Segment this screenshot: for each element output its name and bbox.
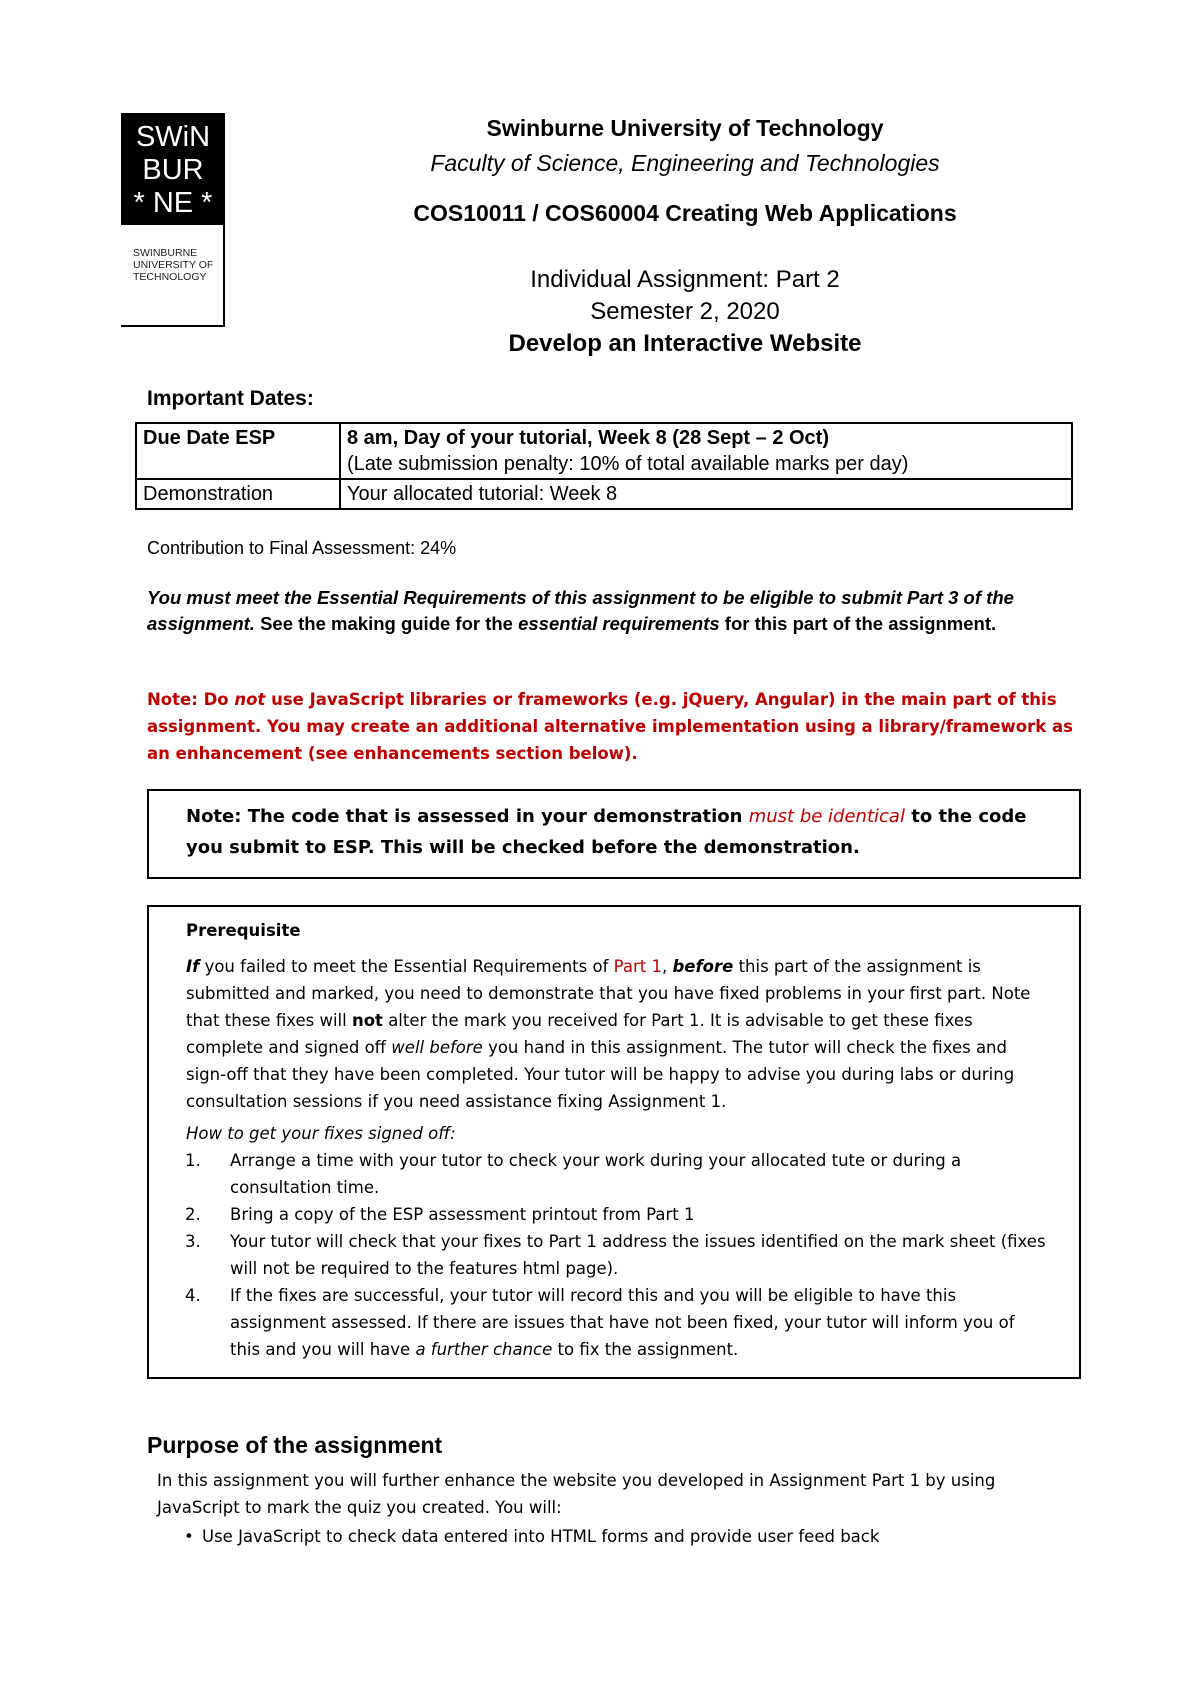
prereq-text-4: alter the mark you received for Part 1. It is advisable to get these fixes complete and signed off <box>186 1011 973 1057</box>
step-text: Arrange a time with your tutor to check your work during your allocated tute or during a consultation time. <box>230 1151 962 1197</box>
prereq-part1: Part 1 <box>613 957 662 976</box>
logo-small-line-3: TECHNOLOGY <box>133 271 207 283</box>
library-note <box>147 686 1077 767</box>
assignment-label: Individual Assignment: Part 2 <box>530 266 840 293</box>
due-date-cell <box>340 423 1072 479</box>
fix-steps-list <box>186 1147 1046 1363</box>
table-row <box>136 423 1072 479</box>
purpose-bullet-text: Use JavaScript to check data entered into HTML forms and provide user feed back <box>202 1527 880 1546</box>
step-number: 3. <box>185 1232 201 1251</box>
logo-line-2: BUR <box>142 154 204 186</box>
step-text-after: to fix the assignment. <box>552 1340 739 1359</box>
list-item <box>186 1201 1046 1228</box>
step-number: 1. <box>185 1151 201 1170</box>
due-date-label: Due Date ESP <box>136 423 340 479</box>
prerequisite-title: Prerequisite <box>186 921 301 940</box>
prereq-text-5: you hand in this assignment. The tutor will check the fixes and sign-off that they have been completed. Your tutor will be happy to advise you during labs or during consultation sessions if you need assistance fixing Assignment 1. <box>186 1038 1015 1111</box>
dates-table <box>135 422 1073 510</box>
logo-wordmark <box>133 247 213 283</box>
contribution-text: Contribution to Final Assessment: 24% <box>147 538 457 558</box>
list-item <box>186 1228 1046 1282</box>
logo-line-1: SWiN <box>135 121 211 153</box>
step-number: 4. <box>185 1286 201 1305</box>
demonstration-label: Demonstration <box>136 479 340 509</box>
prereq-text-1: you failed to meet the Essential Requirements of <box>199 957 614 976</box>
university-name: Swinburne University of Technology <box>486 115 884 141</box>
important-dates-heading: Important Dates: <box>147 387 314 410</box>
due-date-value: 8 am, Day of your tutorial, Week 8 (28 Sept – 2 Oct) <box>347 427 830 449</box>
table-row <box>136 479 1072 509</box>
essential-italic-2: essential requirements <box>518 613 720 634</box>
purpose-paragraph: In this assignment you will further enhance the website you developed in Assignment Part 1 by using JavaScript to mark the quiz you created. You will: <box>157 1471 996 1517</box>
note-box-prefix: Note: The code that is assessed in your demonstration <box>186 806 749 827</box>
step-text: Your tutor will check that your fixes to Part 1 address the issues identified on the mark sheet (fixes will not be required to the features html page). <box>230 1232 1046 1278</box>
library-note-not: not <box>234 690 266 709</box>
essential-text-3: for this part of the assignment. <box>719 613 997 634</box>
essential-requirements-paragraph <box>147 585 1077 637</box>
essential-italic: You must meet the Essential Requirements of this assignment to be eligible to submit Part 3 of the assignment. <box>147 587 1014 634</box>
prereq-text-3: this part of the assignment is submitted and marked, you need to demonstrate that you have fixed problems in your first part. Note that these fixes will <box>186 957 1031 1030</box>
logo-mark <box>121 113 225 225</box>
step-number: 2. <box>185 1205 201 1224</box>
prereq-if: If <box>186 957 200 976</box>
note-box-suffix: to the code you submit to ESP. This will be checked before the demonstration. <box>186 806 1027 858</box>
purpose-bullet-item <box>184 1523 880 1550</box>
faculty-name: Faculty of Science, Engineering and Technologies <box>430 150 940 176</box>
prerequisite-box <box>147 905 1081 1379</box>
library-note-prefix: Note: Do <box>147 690 235 709</box>
library-note-rest: use JavaScript libraries or frameworks (e.g. jQuery, Angular) in the main part of this assignment. You may create an additional alternative implementation using a library/framework as an enhancement (see enhancements section below). <box>147 690 1073 763</box>
step-text: If the fixes are successful, your tutor will record this and you will be eligible to have this assignment assessed. If there are issues that have not been fixed, your tutor will inform you of this and you will have <box>230 1286 1015 1359</box>
logo-line-3: * NE * <box>133 187 213 219</box>
late-penalty-note: (Late submission penalty: 10% of total available marks per day) <box>347 453 909 475</box>
step-text: Bring a copy of the ESP assessment printout from Part 1 <box>230 1205 695 1224</box>
step-text-italic: a further chance <box>415 1340 553 1359</box>
document-title: Develop an Interactive Website <box>508 330 862 357</box>
logo-frame <box>121 225 225 327</box>
prerequisite-paragraph <box>186 953 1046 1115</box>
prereq-not: not <box>351 1011 383 1030</box>
prereq-text-2: , <box>661 957 673 976</box>
demonstration-value: Your allocated tutorial: Week 8 <box>340 479 1072 509</box>
prereq-well-before: well before <box>391 1038 483 1057</box>
howto-heading: How to get your fixes signed off: <box>186 1124 456 1143</box>
list-item <box>186 1147 1046 1201</box>
note-box-emphasis: must be identical <box>748 806 905 827</box>
prereq-before: before <box>672 957 734 976</box>
code-identical-note-box <box>147 789 1081 879</box>
prerequisite-content <box>186 917 1046 1363</box>
bullet-icon: • <box>184 1527 194 1546</box>
essential-text-2: See the making guide for the <box>254 613 519 634</box>
swinburne-logo <box>121 113 225 327</box>
course-title: COS10011 / COS60004 Creating Web Applications <box>413 200 957 226</box>
list-item <box>186 1282 1046 1363</box>
logo-small-line-2: UNIVERSITY OF <box>133 259 214 271</box>
purpose-heading: Purpose of the assignment <box>147 1432 443 1458</box>
code-identical-note <box>186 801 1066 863</box>
semester-label: Semester 2, 2020 <box>590 298 780 325</box>
logo-small-line-1: SWINBURNE <box>133 247 198 259</box>
